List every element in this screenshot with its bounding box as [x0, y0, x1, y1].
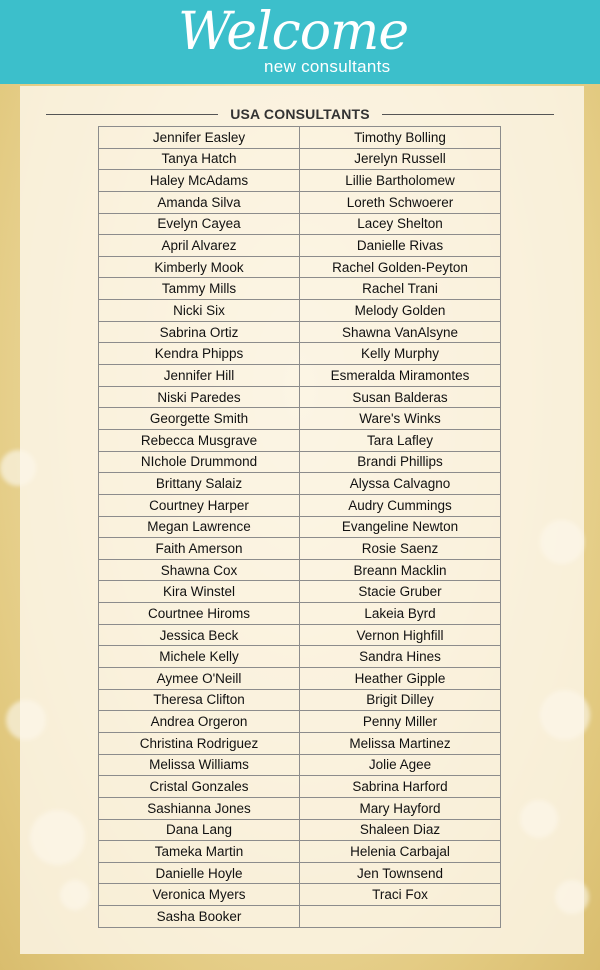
consultant-name-left: Haley McAdams: [99, 170, 300, 192]
consultant-name-right: Brigit Dilley: [300, 689, 501, 711]
table-row: [99, 127, 501, 149]
table-row: [99, 538, 501, 560]
consultant-name-right: Tara Lafley: [300, 429, 501, 451]
consultant-name-right: Melissa Martinez: [300, 732, 501, 754]
heading-rule-right: [382, 114, 554, 115]
table-row: [99, 451, 501, 473]
consultant-name-left: Jessica Beck: [99, 624, 300, 646]
table-row: [99, 343, 501, 365]
consultant-name-left: Courtnee Hiroms: [99, 603, 300, 625]
consultant-name-left: Tameka Martin: [99, 841, 300, 863]
consultant-name-left: Sasha Booker: [99, 906, 300, 928]
consultant-name-left: Aymee O'Neill: [99, 668, 300, 690]
consultant-name-right: Melody Golden: [300, 300, 501, 322]
consultant-name-right: Alyssa Calvagno: [300, 473, 501, 495]
consultant-name-left: Sabrina Ortiz: [99, 321, 300, 343]
table-row: [99, 213, 501, 235]
heading-rule-left: [46, 114, 218, 115]
consultant-name-right: Lacey Shelton: [300, 213, 501, 235]
table-row: [99, 170, 501, 192]
consultant-name-right: Rosie Saenz: [300, 538, 501, 560]
consultant-name-left: Georgette Smith: [99, 408, 300, 430]
table-row: [99, 235, 501, 257]
consultant-name-left: Sashianna Jones: [99, 797, 300, 819]
consultant-name-left: Faith Amerson: [99, 538, 300, 560]
consultant-name-right: Shawna VanAlsyne: [300, 321, 501, 343]
table-row: [99, 516, 501, 538]
table-row: [99, 906, 501, 928]
table-row: [99, 148, 501, 170]
consultant-name-right: Jen Townsend: [300, 862, 501, 884]
consultant-name-left: Jennifer Easley: [99, 127, 300, 149]
table-row: [99, 473, 501, 495]
consultant-name-right: Rachel Trani: [300, 278, 501, 300]
table-row: [99, 429, 501, 451]
consultant-name-right: Jerelyn Russell: [300, 148, 501, 170]
consultant-name-right: Penny Miller: [300, 711, 501, 733]
table-row: [99, 689, 501, 711]
consultants-table-body: [99, 127, 501, 928]
table-row: [99, 797, 501, 819]
table-row: [99, 408, 501, 430]
consultant-name-left: Niski Paredes: [99, 386, 300, 408]
table-row: [99, 559, 501, 581]
consultant-name-left: Kimberly Mook: [99, 256, 300, 278]
table-row: [99, 321, 501, 343]
table-row: [99, 862, 501, 884]
table-row: [99, 494, 501, 516]
consultant-name-right: Lillie Bartholomew: [300, 170, 501, 192]
consultant-name-left: Rebecca Musgrave: [99, 429, 300, 451]
consultant-name-left: Amanda Silva: [99, 191, 300, 213]
consultant-name-left: Kira Winstel: [99, 581, 300, 603]
consultant-name-right: [300, 906, 501, 928]
table-row: [99, 776, 501, 798]
consultant-name-left: Cristal Gonzales: [99, 776, 300, 798]
welcome-banner: [0, 0, 600, 84]
table-row: [99, 278, 501, 300]
consultant-name-left: Theresa Clifton: [99, 689, 300, 711]
consultant-name-left: Melissa Williams: [99, 754, 300, 776]
table-row: [99, 386, 501, 408]
consultant-name-right: Evangeline Newton: [300, 516, 501, 538]
consultant-name-right: Helenia Carbajal: [300, 841, 501, 863]
table-row: [99, 711, 501, 733]
consultant-name-right: Sandra Hines: [300, 646, 501, 668]
consultant-name-right: Heather Gipple: [300, 668, 501, 690]
consultant-name-right: Kelly Murphy: [300, 343, 501, 365]
consultant-name-left: Courtney Harper: [99, 494, 300, 516]
table-row: [99, 668, 501, 690]
consultant-name-right: Vernon Highfill: [300, 624, 501, 646]
table-row: [99, 624, 501, 646]
section-title: USA CONSULTANTS: [230, 106, 370, 122]
table-row: [99, 754, 501, 776]
table-row: [99, 732, 501, 754]
consultant-name-right: Lakeia Byrd: [300, 603, 501, 625]
table-row: [99, 365, 501, 387]
consultant-name-right: Danielle Rivas: [300, 235, 501, 257]
table-row: [99, 884, 501, 906]
consultant-name-right: Mary Hayford: [300, 797, 501, 819]
consultant-name-right: Jolie Agee: [300, 754, 501, 776]
consultant-name-left: Danielle Hoyle: [99, 862, 300, 884]
consultant-name-left: Dana Lang: [99, 819, 300, 841]
consultant-name-right: Esmeralda Miramontes: [300, 365, 501, 387]
welcome-subtitle: new consultants: [264, 57, 391, 76]
consultant-name-left: Shawna Cox: [99, 559, 300, 581]
consultant-name-right: Ware's Winks: [300, 408, 501, 430]
consultants-table: [98, 126, 501, 928]
consultant-name-right: Shaleen Diaz: [300, 819, 501, 841]
consultant-name-left: Michele Kelly: [99, 646, 300, 668]
consultant-name-right: Loreth Schwoerer: [300, 191, 501, 213]
consultant-name-right: Traci Fox: [300, 884, 501, 906]
consultant-name-right: Stacie Gruber: [300, 581, 501, 603]
consultant-name-left: Veronica Myers: [99, 884, 300, 906]
table-row: [99, 191, 501, 213]
consultant-name-left: Jennifer Hill: [99, 365, 300, 387]
consultant-name-left: Brittany Salaiz: [99, 473, 300, 495]
consultant-name-right: Sabrina Harford: [300, 776, 501, 798]
consultant-name-left: April Alvarez: [99, 235, 300, 257]
consultant-name-right: Susan Balderas: [300, 386, 501, 408]
consultant-name-left: Christina Rodriguez: [99, 732, 300, 754]
consultant-name-left: Kendra Phipps: [99, 343, 300, 365]
table-row: [99, 646, 501, 668]
consultant-name-right: Timothy Bolling: [300, 127, 501, 149]
consultant-name-left: Nicki Six: [99, 300, 300, 322]
table-row: [99, 819, 501, 841]
consultant-name-left: Megan Lawrence: [99, 516, 300, 538]
table-row: [99, 300, 501, 322]
table-row: [99, 841, 501, 863]
consultant-name-right: Rachel Golden-Peyton: [300, 256, 501, 278]
consultant-name-right: Audry Cummings: [300, 494, 501, 516]
consultant-name-left: Evelyn Cayea: [99, 213, 300, 235]
table-row: [99, 581, 501, 603]
table-row: [99, 256, 501, 278]
consultant-name-right: Brandi Phillips: [300, 451, 501, 473]
table-row: [99, 603, 501, 625]
consultant-name-right: Breann Macklin: [300, 559, 501, 581]
section-heading: [46, 103, 554, 125]
consultant-name-left: Tanya Hatch: [99, 148, 300, 170]
consultant-name-left: Tammy Mills: [99, 278, 300, 300]
consultant-name-left: NIchole Drummond: [99, 451, 300, 473]
welcome-title: Welcome: [178, 2, 409, 62]
consultant-name-left: Andrea Orgeron: [99, 711, 300, 733]
